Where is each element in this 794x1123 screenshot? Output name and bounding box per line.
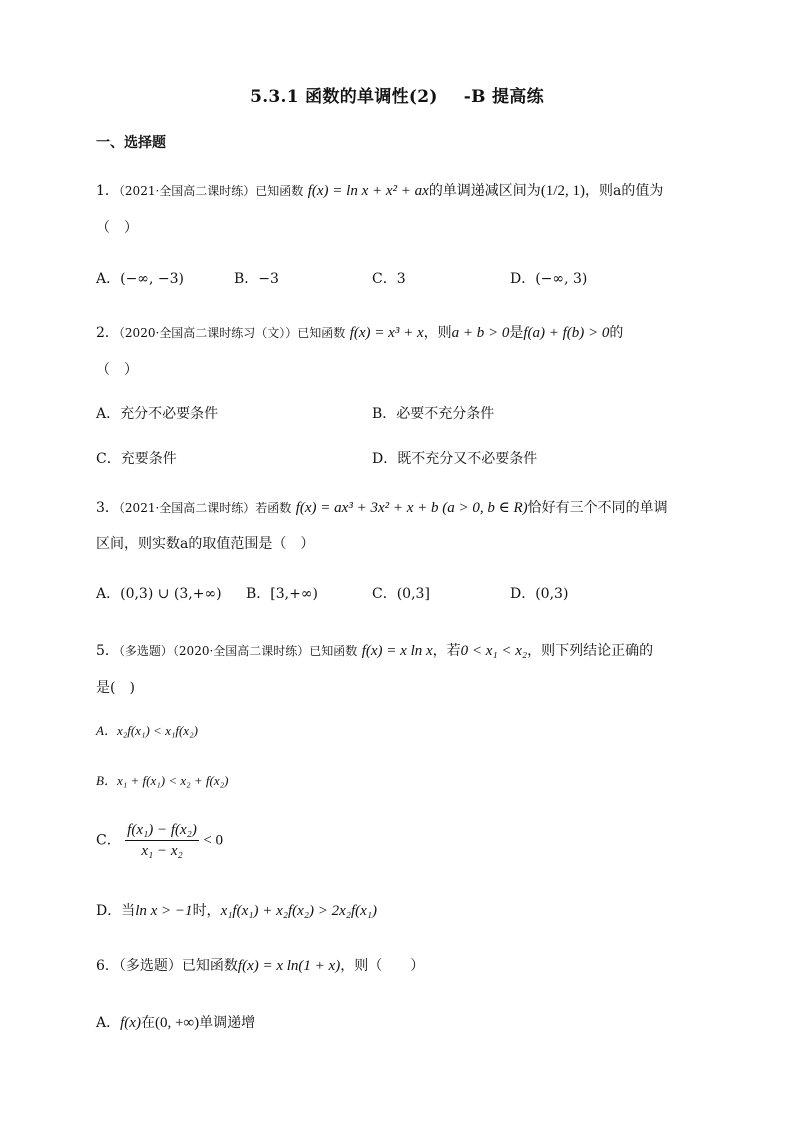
- q3-option-c: C．(0,3]: [372, 586, 430, 602]
- q6-option-a-end: 单调递增: [199, 1015, 256, 1031]
- q6-option-a-text: 在: [140, 1015, 155, 1031]
- q2-option-b: B．必要不充分条件: [372, 406, 495, 422]
- q5-option-c-numerator: f(x₁) − f(x₂): [125, 820, 199, 841]
- title-main: 5.3.1 函数的单调性(2): [250, 87, 438, 107]
- q5-line2: 是( ): [96, 680, 135, 696]
- q1-source: （2021·全国高二课时练）已知函数: [118, 184, 304, 198]
- q2-condition2: f(a) + f(b) > 0: [523, 325, 610, 341]
- q3-option-d: D．(0,3): [510, 586, 569, 602]
- q6-option-a: [96, 1012, 255, 1034]
- q5-option-c-label: C．: [96, 832, 121, 849]
- q5-option-c-denominator: x₁ − x₂: [141, 843, 183, 859]
- q5-option-c: [96, 820, 223, 861]
- q5-condition: 0 < x₁ < x₂: [460, 643, 528, 659]
- q1-option-c: C．3: [372, 271, 406, 287]
- q2-paren: （ ）: [96, 362, 138, 378]
- q5-option-d-condition: ln x > −1: [135, 903, 193, 919]
- q2-option-d: D．既不充分又不必要条件: [372, 451, 538, 467]
- q5-option-d: [96, 900, 377, 922]
- q5-option-d-label: D．当: [96, 903, 136, 919]
- q5-option-b: B．x₁ + f(x₁) < x₂ + f(x₂): [96, 773, 229, 788]
- q1-end: ，则a的值为: [584, 183, 664, 199]
- q1-expression: f(x) = ln x + x² + ax: [307, 183, 429, 199]
- q5-option-c-relation: < 0: [203, 832, 224, 849]
- q1-interval: (1/2, 1): [540, 183, 585, 199]
- q1-option-a: A．(−∞, −3): [96, 271, 184, 287]
- q6-option-a-label: A．: [96, 1015, 121, 1031]
- q3-option-a: A．(0,3) ∪ (3,+∞): [96, 586, 222, 602]
- q6-source: （多选题）已知函数: [118, 958, 238, 974]
- q2-option-c: C．充要条件: [96, 451, 177, 467]
- q5-source: （多选题）（2020·全国高二课时练）已知函数: [118, 644, 358, 658]
- q5-number: 5．: [96, 643, 119, 659]
- q2-end: 的: [609, 325, 624, 341]
- page-title: [0, 82, 794, 107]
- q2-source: （2020·全国高二课时练习（文））已知函数: [118, 326, 346, 340]
- section-heading: 一、选择题: [96, 135, 166, 151]
- q2-number: 2．: [96, 325, 119, 341]
- q5-option-a: A．x₂f(x₁) < x₁f(x₂): [96, 723, 198, 738]
- q3-expression: f(x) = ax³ + 3x² + x + b (a > 0, b ∈ R): [295, 500, 528, 516]
- q1-option-b: B．−3: [234, 271, 279, 287]
- q1-option-d: D．(−∞, 3): [510, 271, 588, 287]
- q2-text: ，则: [423, 325, 452, 341]
- q6-option-a-interval: (0, +∞): [154, 1015, 200, 1031]
- q2-expression: f(x) = x³ + x: [349, 325, 424, 341]
- question-6: [96, 955, 424, 977]
- title-suffix: -B 提高练: [463, 87, 544, 107]
- q3-line2: 区间，则实数a的取值范围是（ ）: [96, 536, 315, 552]
- q6-number: 6．: [96, 958, 119, 974]
- question-5: [96, 640, 653, 662]
- q5-option-d-expression: x₁f(x₁) + x₂f(x₂) > 2x₂f(x₁): [220, 903, 378, 919]
- q2-is: 是: [509, 325, 524, 341]
- q5-option-c-fraction: [125, 820, 199, 861]
- q6-option-a-expression: f(x): [120, 1015, 141, 1031]
- q5-end: ，则下列结论正确的: [527, 643, 654, 659]
- question-2: [96, 322, 623, 344]
- q1-paren: （ ）: [96, 220, 138, 236]
- q3-number: 3．: [96, 500, 119, 516]
- q3-end: 恰好有三个不同的单调: [527, 500, 668, 516]
- question-3: [96, 497, 668, 519]
- q5-option-d-text: 时，: [192, 903, 221, 919]
- q1-number: 1．: [96, 183, 119, 199]
- q6-end: ，则（ ）: [340, 958, 425, 974]
- q1-text: 的单调递减区间为: [428, 183, 541, 199]
- question-1: [96, 180, 663, 202]
- q5-expression: f(x) = x ln x: [361, 643, 433, 659]
- q3-source: （2021·全国高二课时练）若函数: [118, 501, 292, 515]
- q6-expression: f(x) = x ln(1 + x): [237, 958, 341, 974]
- q5-text: ，若: [432, 643, 461, 659]
- q2-condition: a + b > 0: [451, 325, 510, 341]
- q2-option-a: A．充分不必要条件: [96, 406, 219, 422]
- q3-option-b: B．[3,+∞): [246, 586, 318, 602]
